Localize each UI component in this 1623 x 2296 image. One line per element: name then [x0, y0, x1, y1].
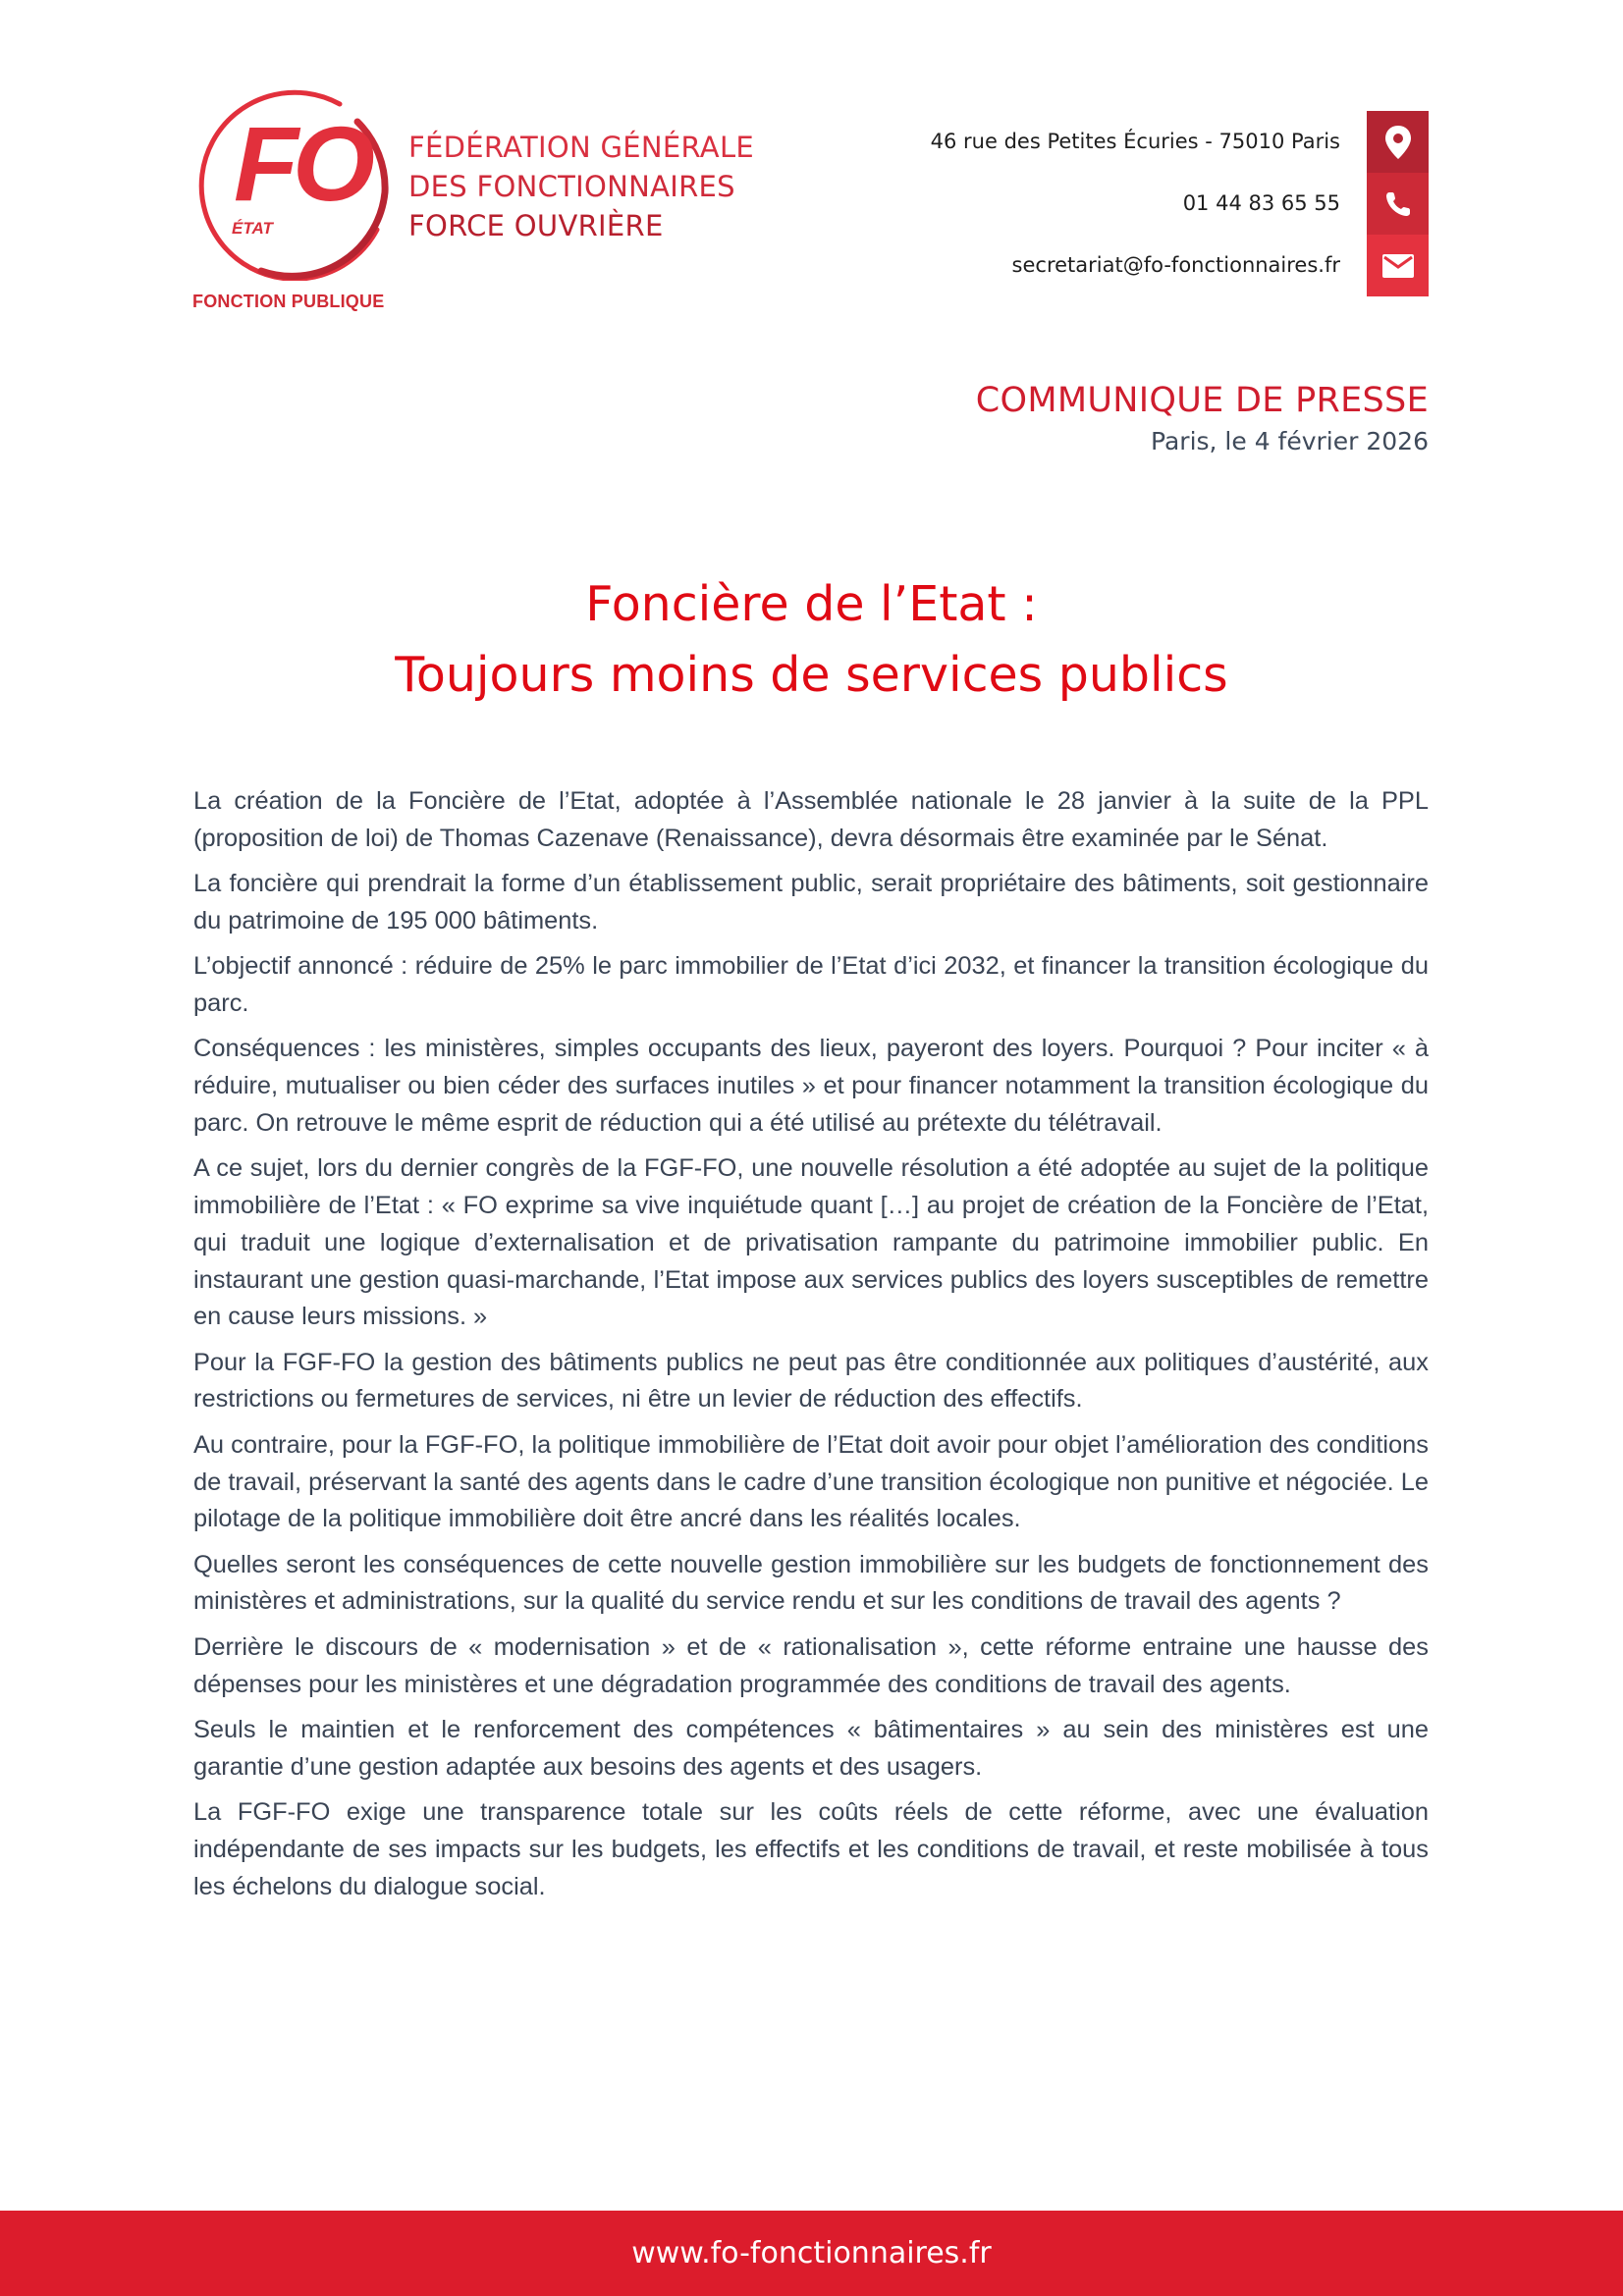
document-body: [193, 783, 1429, 1914]
document-title: [0, 569, 1623, 711]
mail-icon: [1367, 235, 1429, 296]
paragraph: La foncière qui prendrait la forme d’un établissement public, serait propriétaire des bâtiments, soit gestionnaire du patrimoine de 195 000 bâtiments.: [193, 870, 1429, 934]
title-line-2: Toujours moins de services publics: [395, 647, 1228, 703]
org-name-line-1: FÉDÉRATION GÉNÉRALE: [408, 131, 755, 164]
contact-icon-column: [1367, 111, 1429, 296]
paragraph: Derrière le discours de « modernisation » et de « rationalisation », cette réforme entraine une hausse des dépenses pour les ministères et une dégradation programmée des conditions de travail des agents.: [193, 1632, 1429, 1698]
svg-text:FO: FO: [234, 104, 369, 223]
website-link[interactable]: www.fo-fonctionnaires.fr: [631, 2236, 992, 2270]
contact-address: 46 rue des Petites Écuries - 75010 Paris: [930, 130, 1340, 153]
press-release-date: Paris, le 4 février 2026: [1151, 427, 1429, 455]
contact-email[interactable]: secretariat@fo-fonctionnaires.fr: [1011, 253, 1340, 277]
paragraph: Quelles seront les conséquences de cette nouvelle gestion immobilière sur les budgets de fonctionnement des ministères et administrations, sur la qualité du service rendu et sur les conditions de travail des agents ?: [193, 1550, 1429, 1616]
press-release-label: COMMUNIQUE DE PRESSE: [975, 381, 1429, 420]
paragraph: Pour la FGF-FO la gestion des bâtiments publics ne peut pas être conditionnée aux politiques d’austérité, aux restrictions ou fermetures de services, ni être un levier de réduction des effectifs.: [193, 1348, 1429, 1414]
organization-name: [408, 128, 754, 245]
title-line-1: Foncière de l’Etat :: [585, 576, 1038, 632]
org-name-line-3: FORCE OUVRIÈRE: [408, 209, 664, 242]
fo-logo-icon: [192, 84, 399, 281]
paragraph: Au contraire, pour la FGF-FO, la politique immobilière de l’Etat doit avoir pour objet l’amélioration des conditions de travail, préservant la santé des agents dans le cadre d’une transition écologique non punitive et négociée. Le pilotage de la politique immobilière doit être ancré dans les réalités locales.: [193, 1430, 1429, 1533]
phone-icon: [1367, 173, 1429, 235]
contact-info: [931, 111, 1340, 296]
paragraph: L’objectif annoncé : réduire de 25% le parc immobilier de l’Etat d’ici 2032, et financer la transition écologique du parc.: [193, 952, 1429, 1017]
org-name-line-2: DES FONCTIONNAIRES: [408, 170, 735, 203]
map-pin-icon: [1367, 111, 1429, 173]
paragraph: La création de la Foncière de l’Etat, adoptée à l’Assemblée nationale le 28 janvier à la suite de la PPL (proposition de loi) de Thomas Cazenave (Renaissance), devra désormais être examinée par le Sénat.: [193, 787, 1429, 852]
footer-bar: [0, 2211, 1623, 2296]
svg-text:ÉTAT: ÉTAT: [232, 219, 273, 238]
paragraph: La FGF-FO exige une transparence totale sur les coûts réels de cette réforme, avec une évaluation indépendante de ses impacts sur les budgets, les effectifs et les conditions de travail, et reste mobilisée à tous les échelons du dialogue social.: [193, 1797, 1429, 1900]
contact-phone[interactable]: 01 44 83 65 55: [1182, 191, 1340, 215]
paragraph: Seuls le maintien et le renforcement des compétences « bâtimentaires » au sein des ministères est une garantie d’une gestion adaptée aux besoins des agents et des usagers.: [193, 1715, 1429, 1781]
paragraph: Conséquences : les ministères, simples occupants des lieux, payeront des loyers. Pourquoi ? Pour inciter « à réduire, mutualiser ou bien céder des surfaces inutiles » et pour financer notamment la transition écologique du parc. On retrouve le même esprit de réduction qui a été utilisé au prétexte du télétravail.: [193, 1035, 1429, 1137]
fo-logo: [192, 84, 399, 281]
paragraph: A ce sujet, lors du dernier congrès de la FGF-FO, une nouvelle résolution a été adoptée au sujet de la politique immobilière de l’Etat : « FO exprime sa vive inquiétude quant […] au projet de création de la Foncière de l’Etat, qui traduit une logique d’externalisation et de privatisation rampante du patrimoine immobilier public. En instaurant une gestion quasi-marchande, l’Etat impose aux services publics des loyers susceptibles de remettre en cause leurs missions. »: [193, 1154, 1429, 1331]
logo-caption: FONCTION PUBLIQUE: [192, 292, 385, 311]
